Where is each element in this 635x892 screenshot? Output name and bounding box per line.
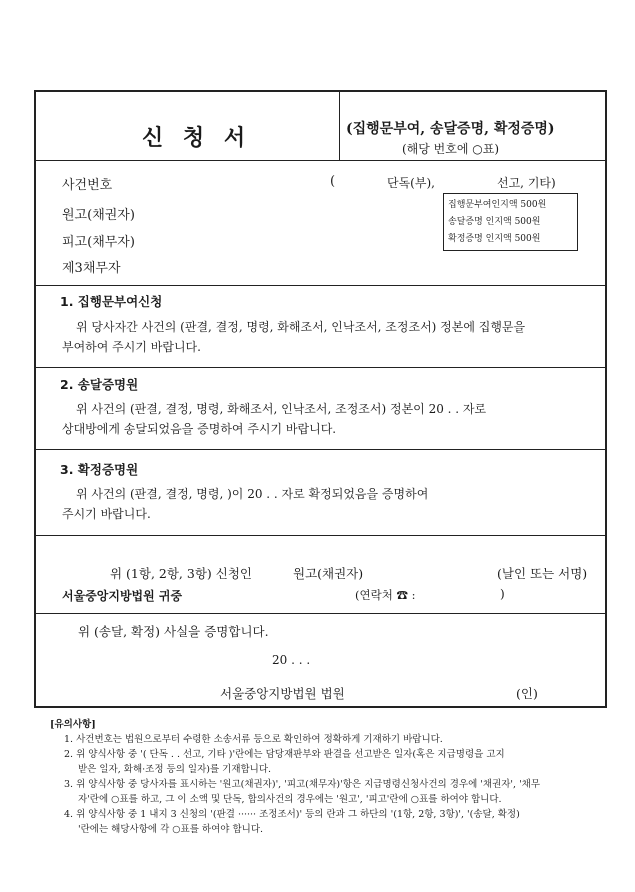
- defendant-label: 피고(채무자): [62, 235, 135, 250]
- section1-title: 1. 집행문부여신청: [60, 294, 163, 309]
- certification-date: 20 . . .: [272, 653, 311, 667]
- section3-line2: 주시기 바랍니다.: [62, 507, 151, 521]
- fee-line-enforcement: 집행문부여인지액 500원: [448, 200, 547, 210]
- note-4b: '란에는 해당사항에 각 ○표를 하여야 합니다.: [78, 824, 264, 835]
- notes-title: [유의사항]: [50, 719, 96, 730]
- section2-line1: 위 사건의 (판결, 결정, 명령, 화해조서, 인낙조서, 조정조서) 정본이 20 . . 자로: [76, 402, 487, 416]
- applicant-contact-close: ): [500, 587, 505, 601]
- applicant-court: 서울중앙지방법원 귀중: [62, 589, 183, 603]
- case-number-ruling[interactable]: 선고, 기타): [497, 176, 556, 190]
- certification-seal: (인): [516, 686, 538, 701]
- note-2b: 받은 일자, 화해·조정 등의 일자)를 기재합니다.: [78, 764, 272, 775]
- certification-divider: [34, 613, 607, 614]
- note-3a: 3. 위 양식사항 중 당사자를 표시하는 '원고(채권자)', '피고(채무자)'항은 지급명령신청사건의 경우에 '채권자', '채무: [64, 779, 541, 790]
- applicant-line: 위 (1항, 2항, 3항) 신청인: [110, 566, 252, 581]
- case-number-division[interactable]: 단독(부),: [387, 176, 435, 190]
- fee-line-service: 송달증명 인지액 500원: [448, 217, 541, 227]
- section3-line1: 위 사건의 (판결, 결정, 명령, )이 20 . . 자로 확정되었음을 증명하여: [76, 487, 429, 501]
- applicant-role: 원고(채권자): [293, 566, 364, 581]
- applicant-divider: [34, 535, 607, 536]
- section1-divider: [34, 285, 607, 286]
- section1-line1: 위 당사자간 사건의 (판결, 결정, 명령, 화해조서, 인낙조서, 조정조서) 정본에 집행문을: [76, 320, 526, 334]
- applicant-contact[interactable]: (연락처 ☎ :: [355, 588, 416, 602]
- header-divider: [34, 160, 607, 161]
- certification-court: 서울중앙지방법원 법원: [220, 686, 345, 701]
- section1-line2: 부여하여 주시기 바랍니다.: [62, 340, 201, 354]
- note-1: 1. 사건번호는 법원으로부터 수령한 소송서류 등으로 확인하여 정확하게 기재하기 바랍니다.: [64, 734, 443, 745]
- section2-title: 2. 송달증명원: [60, 377, 139, 392]
- case-number-label: 사건번호: [62, 178, 113, 193]
- note-2a: 2. 위 양식사항 중 '( 단독 . . 선고, 기타 )'란에는 담당재판부와 판결을 선고받은 일자(혹은 지급명령을 고지: [64, 749, 505, 760]
- applicant-seal: (날인 또는 서명): [497, 566, 588, 581]
- fee-line-finality: 확정증명 인지액 500원: [448, 234, 541, 244]
- form-subtitle: (집행문부여, 송달증명, 확정증명): [346, 121, 555, 137]
- stamp-fee-box: [443, 193, 578, 251]
- section3-title: 3. 확정증명원: [60, 462, 139, 477]
- section2-line2: 상대방에게 송달되었음을 증명하여 주시기 바랍니다.: [62, 422, 337, 436]
- third-debtor-label: 제3채무자: [62, 261, 121, 276]
- section3-divider: [34, 449, 607, 450]
- header-vertical-divider: [339, 90, 340, 160]
- case-number-open-paren: (: [330, 174, 336, 189]
- form-subnote: (해당 번호에 ○표): [402, 142, 500, 156]
- note-4a: 4. 위 양식사항 중 1 내지 3 신청의 '(판결 ······ 조정조서)' 등의 란과 그 하단의 '(1항, 2항, 3항)', '(송달, 확정): [64, 809, 520, 820]
- certification-text: 위 (송달, 확정) 사실을 증명합니다.: [78, 624, 269, 639]
- note-3b: 자'란에 ○표를 하고, 그 이 소액 및 단독, 합의사건의 경우에는 '원고', '피고'란에 ○표를 하여야 합니다.: [78, 794, 502, 805]
- section2-divider: [34, 367, 607, 368]
- plaintiff-label: 원고(채권자): [62, 208, 135, 223]
- form-title: 신 청 서: [142, 125, 252, 151]
